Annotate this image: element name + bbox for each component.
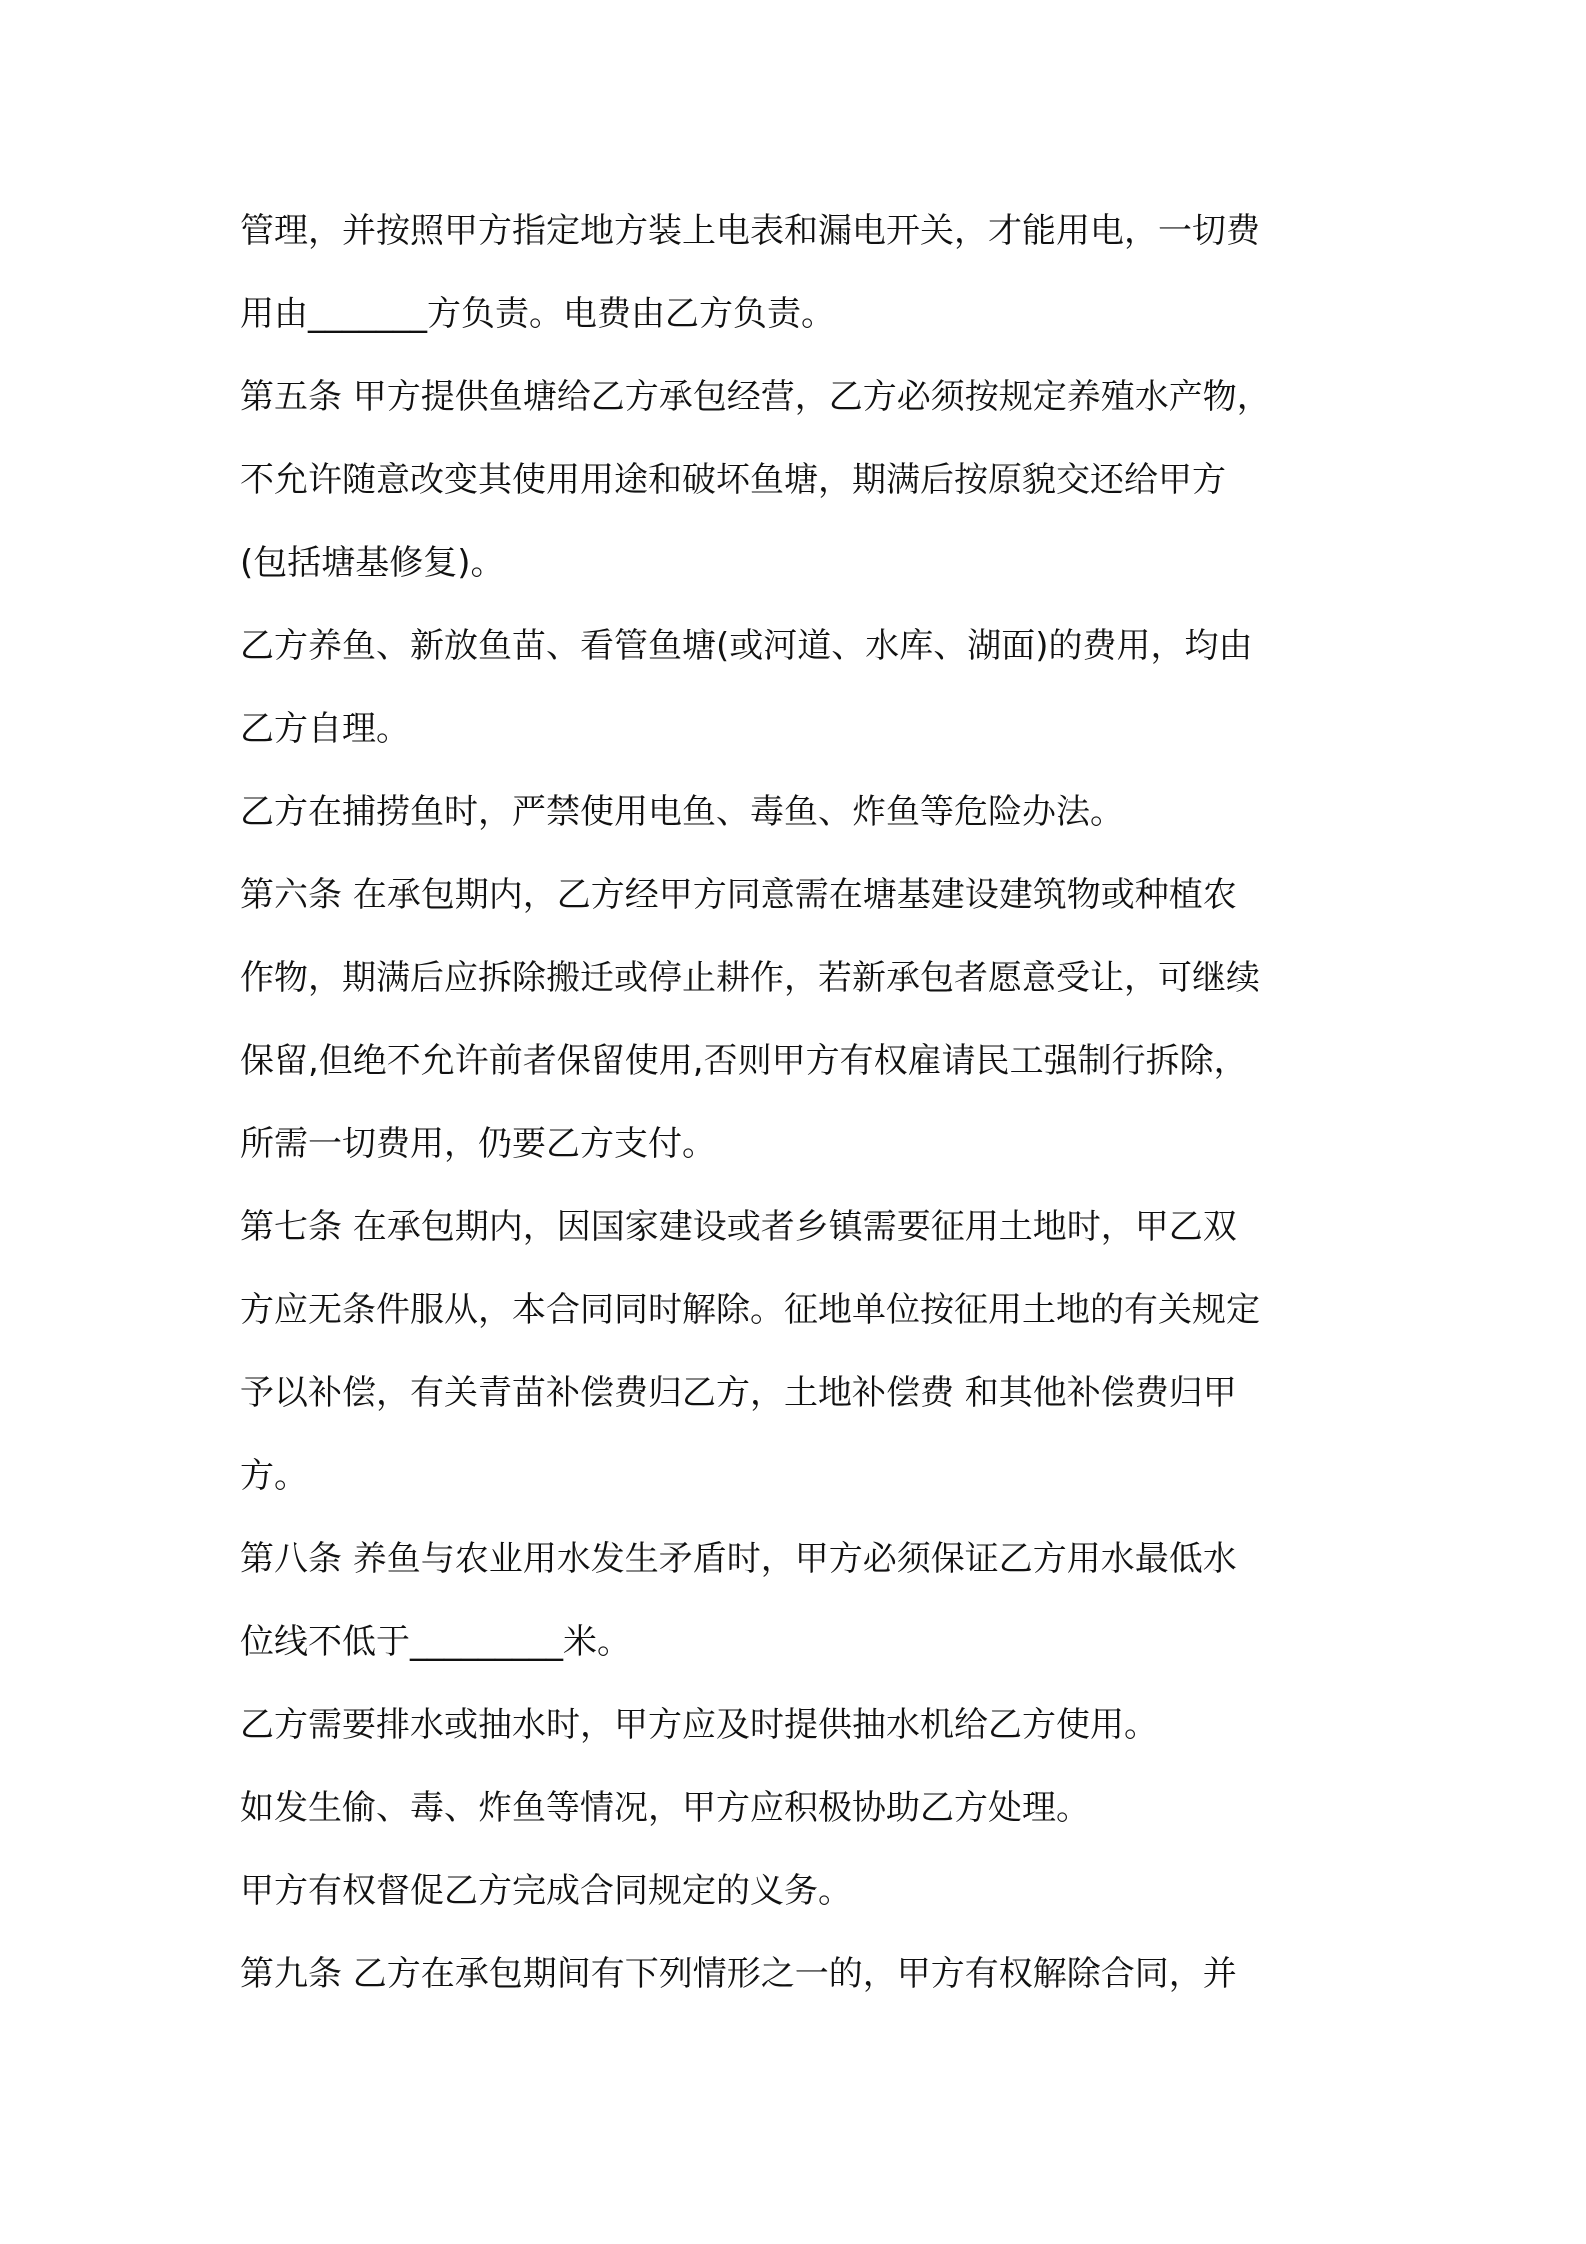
text-line: 第九条 乙方在承包期间有下列情形之一的，甲方有权解除合同，并 <box>240 1954 1237 1994</box>
text-line: 作物，期满后应拆除搬迁或停止耕作，若新承包者愿意受让，可继续 <box>240 958 1260 998</box>
text-line: (包括塘基修复)。 <box>240 543 505 583</box>
text-line: 乙方自理。 <box>240 709 410 749</box>
text-line: 所需一切费用，仍要乙方支付。 <box>240 1124 716 1164</box>
text-line: 方。 <box>240 1456 308 1496</box>
text-line: 用由_______方负责。电费由乙方负责。 <box>240 294 835 334</box>
text-line: 如发生偷、毒、炸鱼等情况，甲方应积极协助乙方处理。 <box>240 1788 1090 1828</box>
text-line: 方应无条件服从，本合同同时解除。征地单位按征用土地的有关规定 <box>240 1290 1260 1330</box>
text-line: 第七条 在承包期内，因国家建设或者乡镇需要征用土地时，甲乙双 <box>240 1207 1237 1247</box>
text-line: 第五条 甲方提供鱼塘给乙方承包经营，乙方必须按规定养殖水产物， <box>240 377 1271 417</box>
text-line: 甲方有权督促乙方完成合同规定的义务。 <box>240 1871 852 1911</box>
text-line: 不允许随意改变其使用用途和破坏鱼塘，期满后按原貌交还给甲方 <box>240 460 1226 500</box>
text-line: 第八条 养鱼与农业用水发生矛盾时，甲方必须保证乙方用水最低水 <box>240 1539 1237 1579</box>
text-line: 乙方养鱼、新放鱼苗、看管鱼塘(或河道、水库、湖面)的费用，均由 <box>240 626 1253 666</box>
contract-body-text <box>240 196 1360 2022</box>
text-line: 第六条 在承包期内，乙方经甲方同意需在塘基建设建筑物或种植农 <box>240 875 1237 915</box>
text-line: 乙方在捕捞鱼时，严禁使用电鱼、毒鱼、炸鱼等危险办法。 <box>240 792 1124 832</box>
text-line: 位线不低于_________米。 <box>240 1622 631 1662</box>
text-line: 管理，并按照甲方指定地方装上电表和漏电开关，才能用电，一切费 <box>240 211 1260 251</box>
text-line: 乙方需要排水或抽水时，甲方应及时提供抽水机给乙方使用。 <box>240 1705 1158 1745</box>
text-line: 予以补偿，有关青苗补偿费归乙方，土地补偿费 和其他补偿费归甲 <box>240 1373 1237 1413</box>
text-line: 保留,但绝不允许前者保留使用,否则甲方有权雇请民工强制行拆除， <box>240 1041 1248 1081</box>
